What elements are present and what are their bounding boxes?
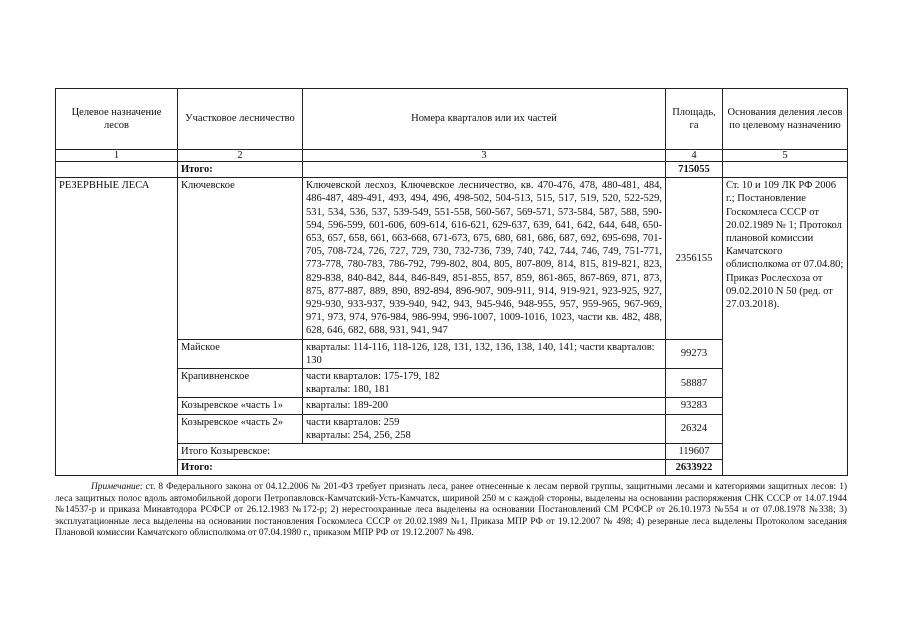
column-number-row xyxy=(56,150,848,162)
col-number: 3 xyxy=(303,150,666,162)
quarters-cell: кварталы: 189-200 xyxy=(303,398,666,414)
subtotal-area: 119607 xyxy=(666,444,723,460)
basis-cell: Ст. 10 и 109 ЛК РФ 2006 г.; Постановление Госкомлеса СССР от 20.02.1989 № 1; Протокол плановой комиссии Камчатского облисполкома от 07.04.80; Приказ Рослесхоза от 09.02.2010 N 50 (ред. от 27.03.2018). xyxy=(723,178,848,476)
col-number: 5 xyxy=(723,150,848,162)
quarters-line: кварталы: 180, 181 xyxy=(306,384,390,396)
district-cell: Крапивненское xyxy=(178,369,303,398)
header-district: Участковое лесничество xyxy=(178,89,303,150)
quarters-cell: кварталы: 114-116, 118-126, 128, 131, 132, 136, 138, 140, 141; части кварталов: 130 xyxy=(303,339,666,368)
subtotal-label: Итого Козыревское: xyxy=(178,444,666,460)
document-page xyxy=(55,88,847,540)
district-cell: Ключевское xyxy=(178,178,303,339)
area-cell: 2356155 xyxy=(666,178,723,339)
area-cell: 26324 xyxy=(666,414,723,443)
quarters-cell xyxy=(303,369,666,398)
purpose-cell: РЕЗЕРВНЫЕ ЛЕСА xyxy=(56,178,178,476)
quarters-line: кварталы: 254, 256, 258 xyxy=(306,429,411,441)
header-quarters: Номера кварталов или их частей xyxy=(303,89,666,150)
col-number: 2 xyxy=(178,150,303,162)
total-label: Итого: xyxy=(178,162,303,178)
footnote xyxy=(55,482,847,539)
col-number: 4 xyxy=(666,150,723,162)
district-cell: Козыревское «часть 1» xyxy=(178,398,303,414)
header-row xyxy=(56,89,848,150)
total-area: 2633922 xyxy=(666,460,723,476)
total-area: 715055 xyxy=(666,162,723,178)
table-row xyxy=(56,178,848,339)
area-cell: 93283 xyxy=(666,398,723,414)
total-label: Итого: xyxy=(178,460,666,476)
header-basis: Основания деления лесов по целевому назначению xyxy=(723,89,848,150)
district-cell: Козыревское «часть 2» xyxy=(178,414,303,443)
quarters-cell xyxy=(303,414,666,443)
area-cell: 58887 xyxy=(666,369,723,398)
header-purpose: Целевое назначение лесов xyxy=(56,89,178,150)
footnote-text: : ст. 8 Федерального закона от 04.12.2006 № 201-ФЗ требует признать леса, ранее отнесенные к лесам первой группы, защитными лесами и категориями защитных лесов: 1) леса защитных полос вдоль автомобильной дороги Петропавловск-Камчатский-Усть-Камчатск, шириной 250 м с каждой стороны, выделены на основании распоряжения СНК СССР от 14.07.1944 №14537-р и приказа Минавтодора РСФСР от 26.12.1983 №172-р; 2) нерестоохранные леса выделены на основании Постановлений СМ РСФСР от 26.10.1973 №554 и от 07.08.1978 №338; 3) эксплуатационные леса выделены на основании постановления Госкомлеса СССР от 20.02.1989 №1, Приказа МПР РФ от 19.12.2007 № 498; 4) резервные леса выделены Протоколом заседания Плановой комиссии Камчатского облисполкома от 07.04.1980 г., приказом МПР РФ от 19.12.2007 № 498. xyxy=(55,482,847,539)
quarters-cell: Ключевской лесхоз, Ключевское лесничество, кв. 470-476, 478, 480-481, 484, 486-487, 489-491, 493, 494, 496, 498-502, 504-513, 515, 517, 519, 520, 522-529, 531, 534, 536, 537, 539-549, 551-558, 560-567, 569-571, 573-584, 587, 588, 590-594, 596-599, 601-606, 609-614, 616-621, 629-637, 639, 641, 642, 644, 648, 650-653, 657, 658, 661, 663-668, 671-673, 675, 680, 681, 686, 687, 692, 695-698, 701-705, 708-724, 726, 727, 729, 730, 732-736, 739, 740, 742, 744, 746, 749, 751-771, 773-778, 780-783, 786-792, 799-802, 804, 805, 807-809, 814, 815, 819-821, 823, 829-838, 840-842, 844, 846-849, 851-855, 857, 859, 861-865, 867-869, 871, 873, 875, 877-887, 889, 890, 892-894, 896-907, 909-911, 914, 919-921, 923-925, 927, 929-930, 933-937, 939-940, 942, 943, 945-946, 948-955, 957, 959-965, 967-969, 971, 973, 974, 976-984, 986-994, 996-1007, 1009-1016, 1023, части кв. 482, 488, 628, 646, 682, 688, 931, 941, 947 xyxy=(303,178,666,339)
previous-total-row xyxy=(56,162,848,178)
quarters-line: части кварталов: 175-179, 182 xyxy=(306,371,440,383)
district-cell: Майское xyxy=(178,339,303,368)
col-number: 1 xyxy=(56,150,178,162)
quarters-line: части кварталов: 259 xyxy=(306,416,400,428)
header-area: Площадь, га xyxy=(666,89,723,150)
footnote-label: Примечание xyxy=(91,482,140,493)
forest-table xyxy=(55,88,848,476)
area-cell: 99273 xyxy=(666,339,723,368)
